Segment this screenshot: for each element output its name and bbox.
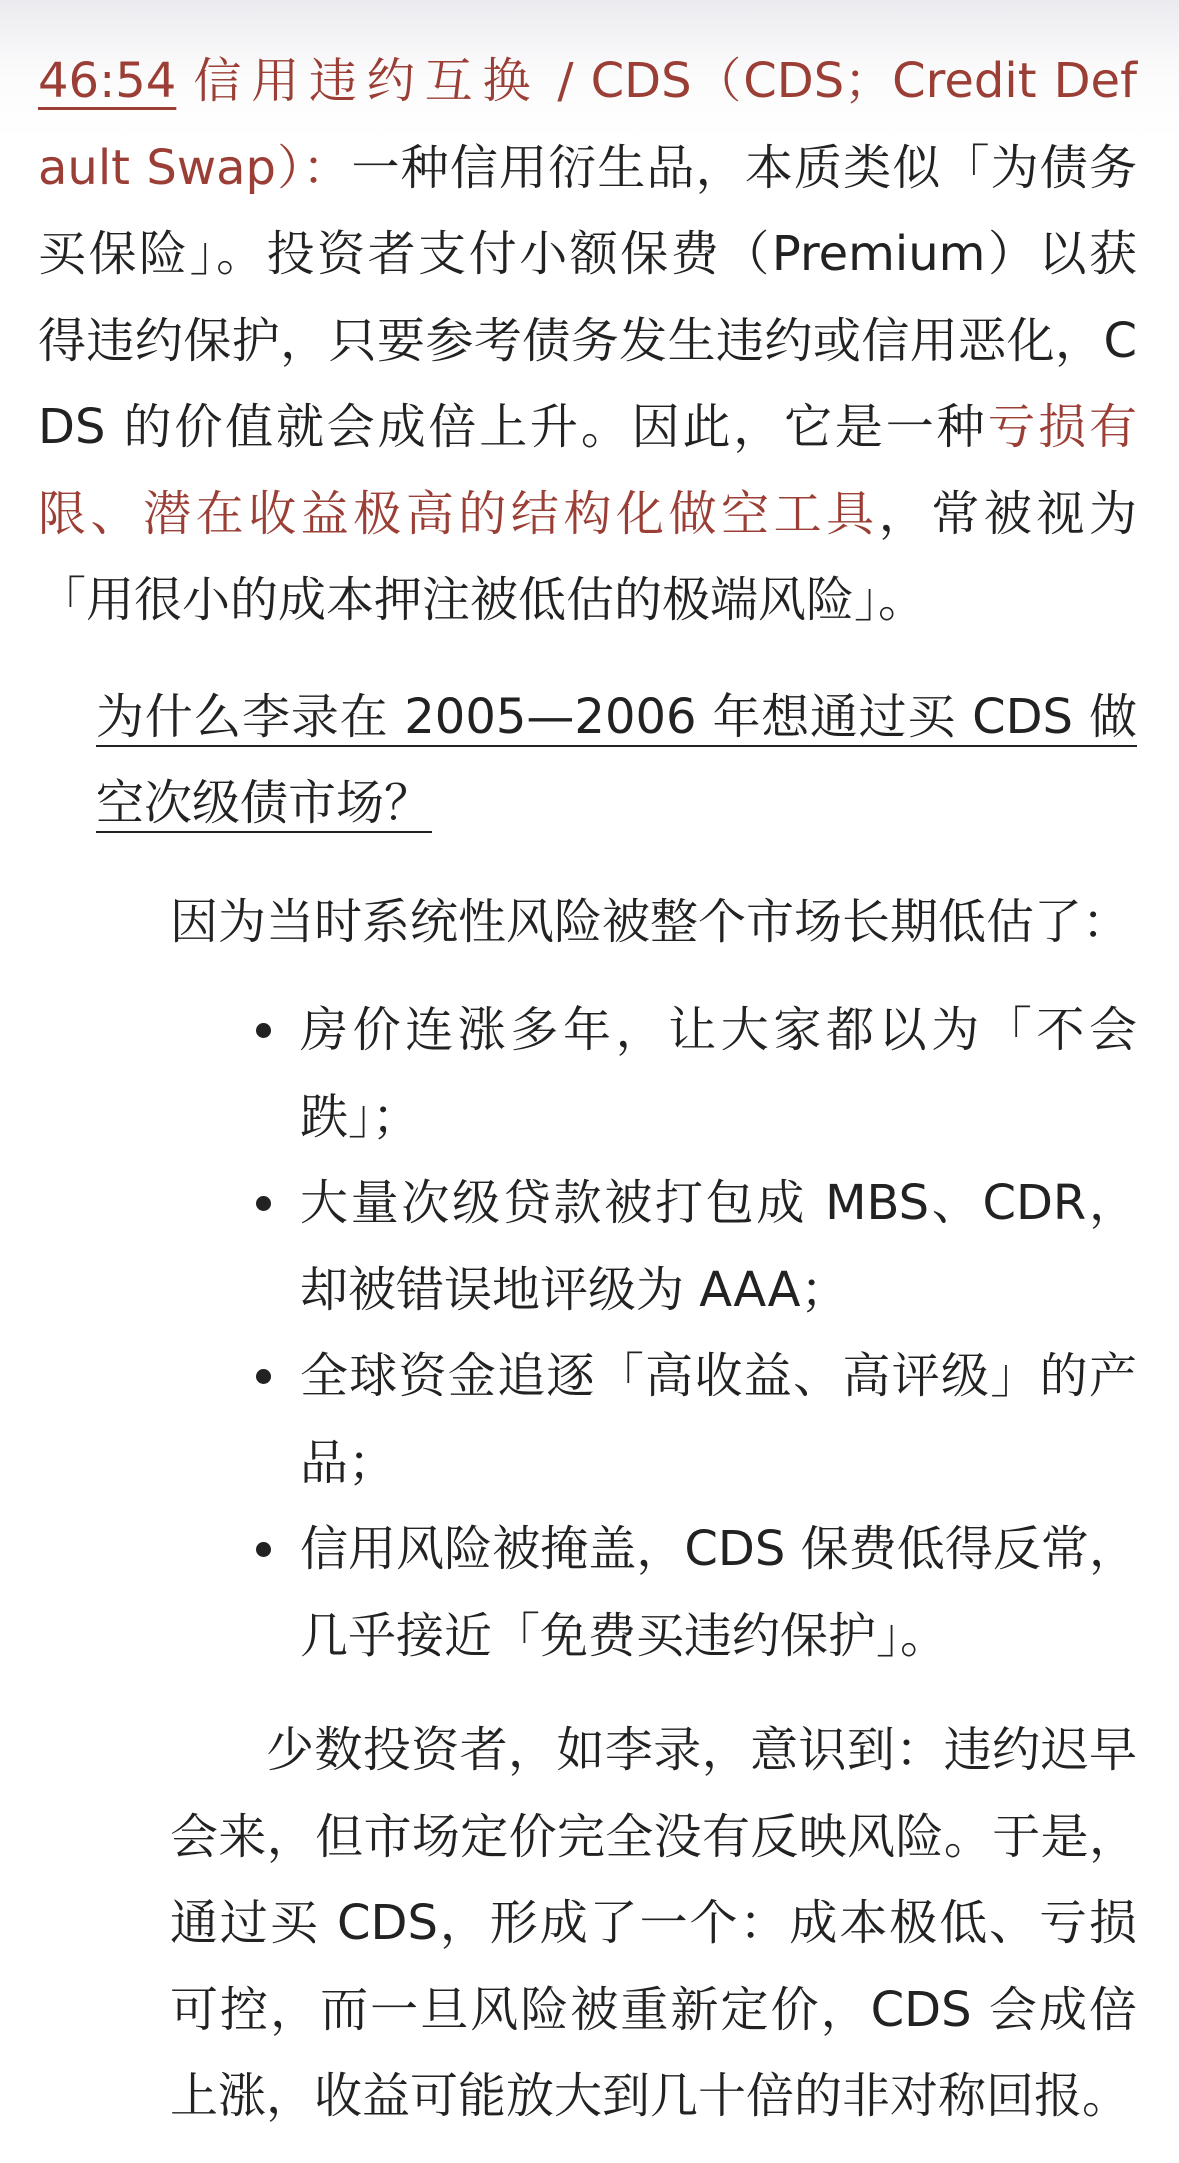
list-item [300,1333,1137,1506]
list-item-text: 全球资金追逐「高收益、高评级」的产品； [300,1348,1137,1491]
timestamp-link[interactable]: 46:54 [38,53,177,109]
list-item-text: 房价连涨多年，让大家都以为「不会跌」； [300,1002,1137,1145]
bullet-dot-icon [256,1023,271,1038]
term-title: 信用违约互换 [193,53,541,109]
definition-paragraph [38,38,1137,644]
list-item [300,987,1137,1160]
definition-highlight: 亏损有限、潜在收益极高的结构化做空工具 [38,399,1137,542]
list-item [300,1506,1137,1679]
answer-conclusion: 少数投资者，如李录，意识到：违约迟早会来，但市场定价完全没有反映风险。于是，通过买 CDS，形成了一个：成本极低、亏损可控，而一旦风险被重新定价，CDS 会成倍上涨，收益可能放大到几十倍的非对称回报。 [170,1722,1137,2124]
reason-list [170,987,1137,1679]
term-english: / CDS（CDS；Credit Default Swap）： [38,53,1137,196]
list-item [300,1160,1137,1333]
question-heading: 为什么李录在 2005—2006 年想通过买 CDS 做空次级债市场？ [96,688,1137,831]
bullet-dot-icon [256,1196,271,1211]
definition-text-2: ，常被视为「用很小的成本押注被低估的极端风险」。 [38,485,1137,628]
answer-block [170,879,1137,2140]
bullet-dot-icon [256,1542,271,1557]
bullet-dot-icon [256,1369,271,1384]
definition-text-1: 一种信用衍生品，本质类似「为债务买保险」。投资者支付小额保费（Premium）以获得违约保护，只要参考债务发生违约或信用恶化，CDS 的价值就会成倍上升。因此，它是一种 [38,139,1137,455]
list-item-text: 信用风险被掩盖，CDS 保费低得反常，几乎接近「免费买违约保护」。 [300,1521,1137,1664]
answer-lead: 因为当时系统性风险被整个市场长期低估了： [170,893,1131,950]
list-item-text: 大量次级贷款被打包成 MBS、CDR，却被错误地评级为 AAA； [300,1175,1137,1318]
